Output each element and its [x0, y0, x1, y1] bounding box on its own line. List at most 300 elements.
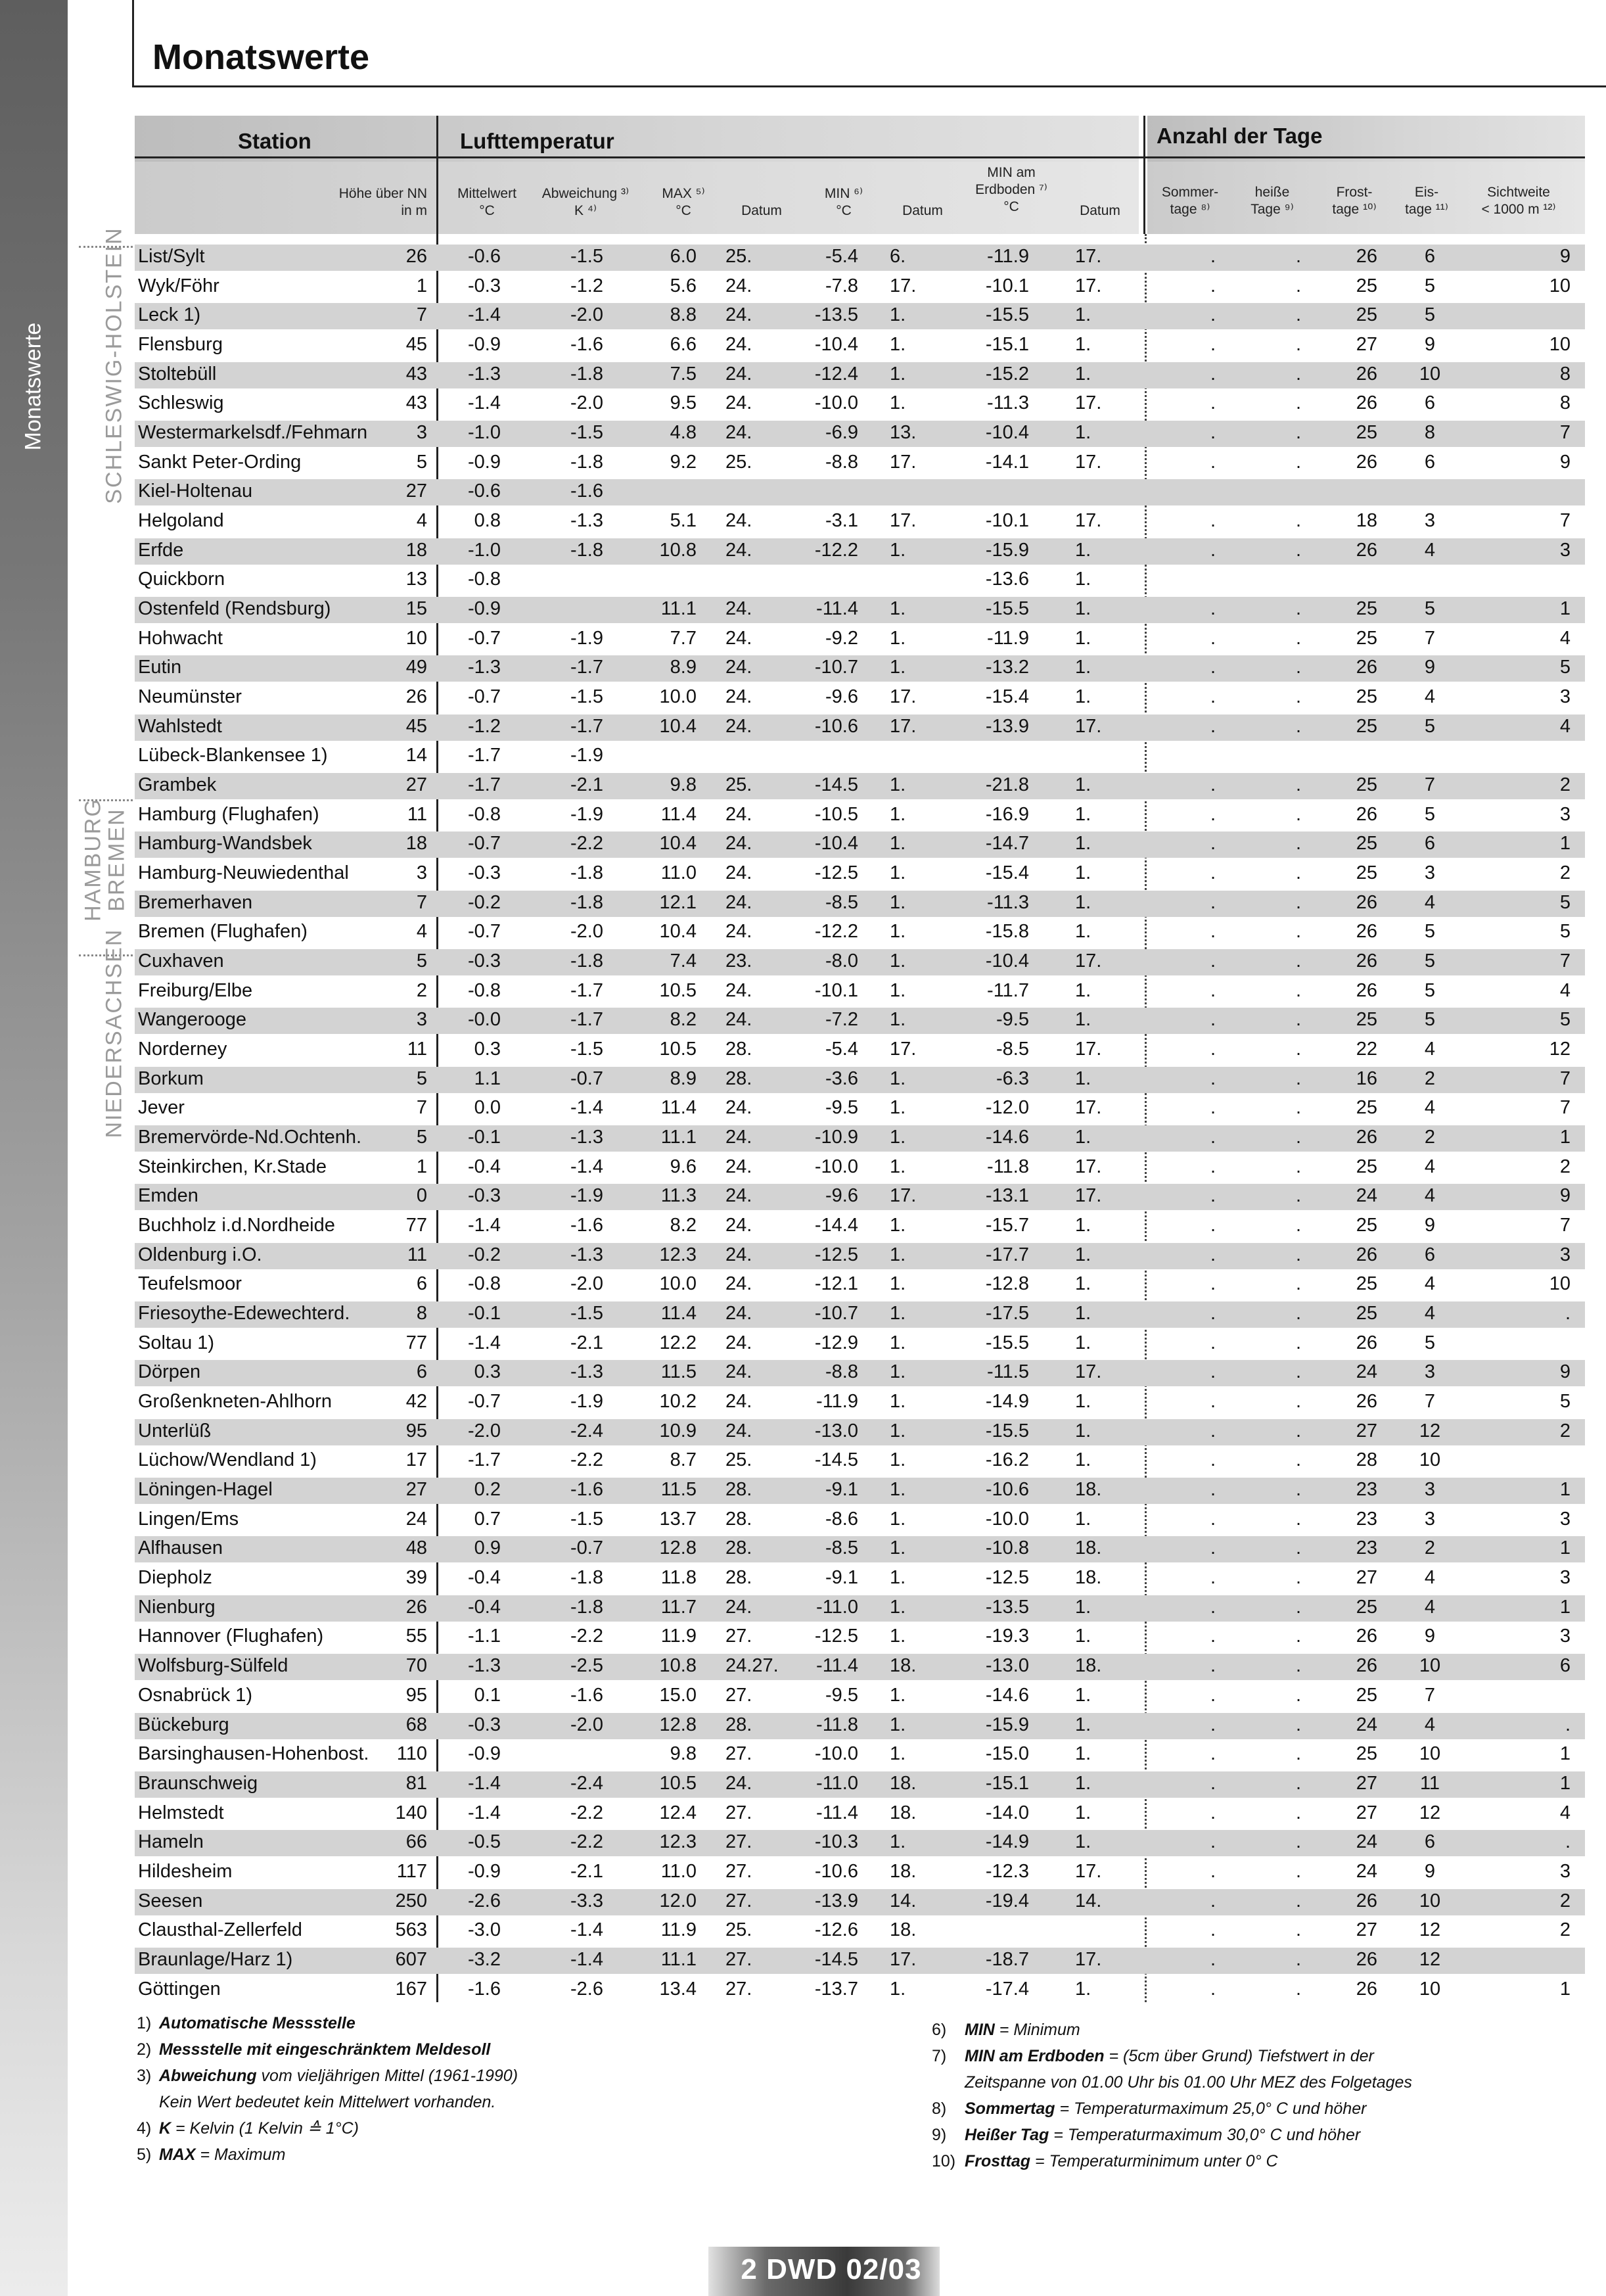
table-cell: -1.6	[468, 1978, 501, 2000]
table-cell: .	[1295, 862, 1301, 884]
table-cell: 10.8	[659, 539, 697, 561]
table-cell: 24.	[725, 1097, 752, 1119]
table-cell: -0.2	[468, 891, 501, 913]
table-cell: -11.0	[816, 1772, 858, 1794]
table-cell: 1.	[890, 1361, 906, 1383]
table-cell: 24.	[725, 334, 752, 355]
table-cell: 26	[1356, 1332, 1377, 1353]
table-cell: 10	[1419, 1449, 1441, 1471]
table-cell: 1.	[1075, 598, 1091, 620]
table-cell: .	[1210, 1273, 1216, 1295]
table-cell: 26	[1356, 539, 1377, 561]
table-cell: -15.0	[985, 1743, 1029, 1765]
footnote-text: = Maximum	[195, 2145, 286, 2164]
table-cell: -9.6	[825, 686, 858, 708]
table-cell: 27	[405, 480, 427, 502]
table-cell: 18.	[1075, 1655, 1102, 1677]
footnote	[932, 2069, 1412, 2096]
table-cell: 8	[1424, 422, 1436, 444]
table-cell: 1.	[1075, 1127, 1091, 1148]
table-cell: -17.7	[985, 1244, 1029, 1265]
table-cell: 12.8	[659, 1537, 697, 1559]
table-cell: .	[1210, 891, 1216, 913]
table-cell: 45	[405, 334, 427, 355]
table-cell: -0.8	[468, 979, 501, 1001]
table-cell: 25	[1356, 715, 1377, 737]
station-name: Wahlstedt	[138, 715, 222, 737]
table-cell: -10.3	[814, 1831, 858, 1853]
table-cell: -1.4	[468, 1215, 501, 1236]
table-cell: 26	[1356, 392, 1377, 414]
table-cell: 5	[1559, 1391, 1571, 1413]
table-cell: 11.4	[660, 1097, 697, 1119]
table-cell: 14.	[1075, 1890, 1102, 1911]
table-cell: -5.4	[825, 1039, 858, 1060]
table-cell: .	[1210, 862, 1216, 884]
table-cell: -1.3	[468, 1655, 501, 1677]
table-cell: 5	[1424, 1009, 1436, 1031]
table-cell: 8.7	[670, 1449, 697, 1471]
table-cell: 17.	[890, 275, 917, 296]
table-cell: 4	[416, 921, 427, 943]
table-cell: 1.	[1075, 1449, 1091, 1471]
table-cell: -1.8	[570, 950, 603, 972]
table-cell: -8.5	[825, 1537, 858, 1559]
station-name: Friesoythe-Edewechterd.	[138, 1303, 350, 1324]
table-cell: -10.0	[814, 1156, 858, 1177]
table-cell: .	[1295, 979, 1301, 1001]
table-cell: -9.1	[825, 1567, 858, 1589]
table-cell: -19.4	[985, 1890, 1029, 1911]
footnote-text: = (5cm über Grund) Tiefstwert in der	[1104, 2047, 1374, 2065]
table-cell: 24.	[725, 803, 752, 825]
table-cell: 24.	[725, 1127, 752, 1148]
table-cell: -1.7	[468, 745, 501, 766]
table-cell: 24.	[725, 657, 752, 678]
table-cell: -1.3	[570, 1361, 603, 1383]
table-cell: 26	[1356, 979, 1377, 1001]
footnote-number: 7)	[932, 2047, 947, 2065]
table-cell: .	[1210, 1772, 1216, 1794]
table-cell: -1.1	[468, 1626, 501, 1647]
table-cell: -1.5	[570, 246, 603, 267]
table-cell: 9.8	[670, 1743, 697, 1765]
table-cell: -15.5	[985, 1332, 1029, 1353]
table-cell: -8.0	[825, 950, 858, 972]
footnote	[932, 2043, 1374, 2069]
table-cell: 4	[1424, 1596, 1436, 1618]
table-cell: -0.6	[468, 246, 501, 267]
table-cell: 24.	[725, 1244, 752, 1265]
table-cell: -0.1	[468, 1127, 501, 1148]
table-cell: 26	[1356, 950, 1377, 972]
table-cell: 95	[405, 1684, 427, 1706]
table-cell: .	[1210, 921, 1216, 943]
station-name: Quickborn	[138, 569, 225, 590]
table-cell: 10	[405, 627, 427, 649]
table-cell: 81	[405, 1772, 427, 1794]
table-cell: .	[1295, 1684, 1301, 1706]
table-cell: 3	[1424, 1508, 1436, 1530]
table-cell: -8.5	[825, 891, 858, 913]
station-name: Hameln	[138, 1831, 204, 1853]
table-cell: 12	[1419, 1802, 1441, 1823]
table-cell: .	[1295, 1919, 1301, 1941]
table-cell: -0.7	[468, 686, 501, 708]
table-cell: 26	[1356, 1391, 1377, 1413]
column-header: Mittelwert °C	[457, 186, 516, 218]
table-cell: 4	[1424, 1039, 1436, 1060]
table-cell: .	[1210, 1391, 1216, 1413]
table-cell: 18.	[890, 1919, 917, 1941]
table-cell: 27.	[725, 1978, 752, 2000]
table-cell: 10	[1419, 1890, 1441, 1911]
table-cell: .	[1210, 1009, 1216, 1031]
table-cell: 1.	[1075, 979, 1091, 1001]
table-cell: 3	[416, 862, 427, 884]
table-cell: 27	[1356, 1919, 1377, 1941]
footer-page-number: 2	[741, 2253, 758, 2285]
footnote-term: Abweichung	[159, 2067, 257, 2085]
table-cell: .	[1295, 833, 1301, 855]
table-cell: 7	[1559, 1067, 1571, 1089]
table-cell: 24.	[725, 598, 752, 620]
table-cell: 25	[1356, 1273, 1377, 1295]
table-cell: 4	[1424, 1097, 1436, 1119]
table-cell: 1	[416, 275, 427, 296]
table-cell: 10.5	[659, 979, 697, 1001]
table-cell: 13	[405, 569, 427, 590]
footnote-text: vom vieljährigen Mittel (1961-1990)	[256, 2067, 518, 2085]
table-cell: 11.5	[660, 1361, 697, 1383]
table-cell: 6	[416, 1273, 427, 1295]
table-cell: -1.7	[468, 774, 501, 796]
table-cell: -14.1	[985, 451, 1029, 473]
table-cell: 6.	[890, 246, 906, 267]
table-cell: 7	[416, 304, 427, 326]
table-cell: 24	[1356, 1361, 1377, 1383]
station-name: Braunschweig	[138, 1772, 258, 1794]
table-cell: 6	[1424, 1244, 1436, 1265]
table-cell: 12.8	[659, 1714, 697, 1735]
table-cell: 1.	[1075, 1420, 1091, 1441]
table-cell: .	[1295, 1714, 1301, 1735]
table-cell: -10.8	[985, 1537, 1029, 1559]
table-cell: 25.	[725, 1919, 752, 1941]
table-cell: 5	[1559, 921, 1571, 943]
table-cell: -15.4	[985, 862, 1029, 884]
footnote	[932, 2096, 1366, 2122]
table-cell: 0.8	[474, 510, 501, 532]
table-cell: 25	[1356, 1596, 1377, 1618]
table-cell: .	[1210, 246, 1216, 267]
table-cell: -11.4	[816, 598, 858, 620]
table-cell: -10.6	[985, 1479, 1029, 1501]
table-cell: -12.9	[814, 1332, 858, 1353]
station-name: Lübeck-Blankensee 1)	[138, 745, 328, 766]
footnote-number: 5)	[137, 2145, 152, 2164]
table-cell: .	[1295, 1508, 1301, 1530]
table-cell: 18.	[890, 1655, 917, 1677]
table-cell: 7	[416, 1097, 427, 1119]
table-cell: 24.	[725, 1361, 752, 1383]
table-cell: -1.6	[570, 1479, 603, 1501]
station-name: Wolfsburg-Sülfeld	[138, 1655, 288, 1677]
table-cell: 25	[1356, 833, 1377, 855]
table-cell: 1	[1559, 833, 1571, 855]
table-cell: 27	[1356, 1772, 1377, 1794]
table-cell: 1.	[1075, 1009, 1091, 1031]
table-cell: .	[1295, 1097, 1301, 1119]
table-cell: 25	[1356, 862, 1377, 884]
table-cell: -0.8	[468, 803, 501, 825]
table-cell: 5	[1424, 715, 1436, 737]
table-cell: 25.	[725, 1449, 752, 1471]
region-label-niedersachsen: NIEDERSACHSEN	[101, 928, 127, 1138]
table-cell: -11.7	[987, 979, 1029, 1001]
table-cell: 1.	[890, 1537, 906, 1559]
table-cell: 10	[1419, 363, 1441, 385]
table-cell: -0.3	[468, 1185, 501, 1207]
table-cell: .	[1295, 627, 1301, 649]
table-cell: 10.2	[659, 1391, 697, 1413]
table-cell: 27.	[725, 1831, 752, 1853]
table-cell: 39	[405, 1567, 427, 1589]
table-cell: 1.	[890, 1273, 906, 1295]
table-cell: 1.	[890, 891, 906, 913]
station-name: Flensburg	[138, 334, 223, 355]
table-cell: 7	[1424, 627, 1436, 649]
table-cell: 24.	[725, 1772, 752, 1794]
station-name: Oldenburg i.O.	[138, 1244, 262, 1265]
table-cell: -1.6	[570, 1215, 603, 1236]
footnote-text: Zeitspanne von 01.00 Uhr bis 01.00 Uhr MEZ des Folgetages	[965, 2073, 1412, 2092]
table-cell: 25	[1356, 1303, 1377, 1324]
table-cell: 8.9	[670, 657, 697, 678]
table-cell: 2	[1424, 1537, 1436, 1559]
table-cell: 1.	[1075, 539, 1091, 561]
table-cell: 24.	[725, 862, 752, 884]
table-cell: .	[1210, 1831, 1216, 1853]
table-cell: 18.	[890, 1802, 917, 1823]
table-cell: 11	[407, 1039, 427, 1060]
footnote	[137, 2010, 356, 2036]
table-cell: .	[1295, 598, 1301, 620]
table-cell: .	[1210, 1156, 1216, 1177]
table-cell: 1.	[890, 1215, 906, 1236]
station-name: Steinkirchen, Kr.Stade	[138, 1156, 327, 1177]
station-name: Diepholz	[138, 1567, 212, 1589]
table-cell: 10	[1419, 1655, 1441, 1677]
table-cell: -2.0	[570, 1273, 603, 1295]
table-cell: 18.	[1075, 1567, 1102, 1589]
table-cell: 5	[1424, 979, 1436, 1001]
table-cell: 7.5	[670, 363, 697, 385]
table-cell: 18	[405, 833, 427, 855]
table-cell: 3	[1424, 1361, 1436, 1383]
table-cell: -2.0	[570, 304, 603, 326]
table-cell: -2.2	[570, 1831, 603, 1853]
table-cell: 28.	[725, 1479, 752, 1501]
table-cell: .	[1295, 1420, 1301, 1441]
table-cell: .	[1295, 1567, 1301, 1589]
table-cell: 2	[1559, 862, 1571, 884]
table-cell: 18	[405, 539, 427, 561]
table-cell: 7	[1424, 774, 1436, 796]
table-cell: 9	[1559, 451, 1571, 473]
table-cell: 1.	[1075, 363, 1091, 385]
table-cell: 17.	[1075, 950, 1102, 972]
table-cell: 17.	[890, 1039, 917, 1060]
table-cell: .	[1210, 1655, 1216, 1677]
table-cell: 1.	[890, 1978, 906, 2000]
table-cell: 18.	[890, 1772, 917, 1794]
table-cell: 1.	[890, 774, 906, 796]
table-cell: -19.3	[985, 1626, 1029, 1647]
table-cell: 24.	[725, 1273, 752, 1295]
table-cell: -10.1	[985, 510, 1029, 532]
table-cell: -0.9	[468, 1860, 501, 1882]
table-cell: 4	[1424, 1156, 1436, 1177]
table-cell: 250	[395, 1890, 427, 1911]
table-cell: 4	[1424, 1185, 1436, 1207]
table-cell: 12.2	[659, 1332, 697, 1353]
table-cell: 25	[1356, 1156, 1377, 1177]
table-cell: 24.	[725, 392, 752, 414]
station-name: Eutin	[138, 657, 182, 678]
table-cell: -2.0	[570, 392, 603, 414]
station-name: Grambek	[138, 774, 217, 796]
table-cell: 5	[1559, 891, 1571, 913]
column-header: Datum	[741, 203, 782, 218]
footnote	[137, 2063, 518, 2089]
table-cell: -13.0	[985, 1655, 1029, 1677]
station-name: Dörpen	[138, 1361, 201, 1383]
table-cell: .	[1295, 715, 1301, 737]
table-cell: 4	[1424, 891, 1436, 913]
table-cell: 24.	[725, 627, 752, 649]
table-cell: 24	[1356, 1714, 1377, 1735]
table-cell: -14.6	[985, 1127, 1029, 1148]
table-cell: 1	[416, 1156, 427, 1177]
table-cell: -14.7	[985, 833, 1029, 855]
table-cell: 26	[1356, 1978, 1377, 2000]
table-cell: 0.3	[474, 1361, 501, 1383]
table-cell: 1.	[1075, 1273, 1091, 1295]
table-cell: 15.0	[659, 1684, 697, 1706]
table-cell: .	[1295, 304, 1301, 326]
table-cell: -2.4	[570, 1420, 603, 1441]
table-cell: .	[1210, 1948, 1216, 1970]
table-cell: 1.	[890, 1596, 906, 1618]
station-name: Bremervörde-Nd.Ochtenh.	[138, 1127, 362, 1148]
footnote-number: 2)	[137, 2040, 152, 2059]
table-cell: 24	[1356, 1185, 1377, 1207]
table-cell: 26	[1356, 1244, 1377, 1265]
table-cell: -14.5	[814, 774, 858, 796]
table-cell: 26	[1356, 1626, 1377, 1647]
table-cell: 3	[1424, 510, 1436, 532]
table-cell: .	[1295, 1596, 1301, 1618]
table-cell: -10.7	[814, 1303, 858, 1324]
table-cell: -2.6	[468, 1890, 501, 1911]
table-cell: 1.	[1075, 891, 1091, 913]
table-cell: 10.5	[659, 1039, 697, 1060]
table-cell: 3	[1559, 1860, 1571, 1882]
table-cell: 9	[1424, 1626, 1436, 1647]
table-cell: -0.3	[468, 275, 501, 296]
table-cell: .	[1295, 422, 1301, 444]
table-cell: 26	[1356, 1890, 1377, 1911]
table-cell: 1.	[1075, 774, 1091, 796]
table-cell: -10.6	[814, 715, 858, 737]
table-cell: -15.5	[985, 598, 1029, 620]
table-cell: -10.4	[985, 422, 1029, 444]
table-cell: -12.5	[985, 1567, 1029, 1589]
table-cell: 10.9	[659, 1420, 697, 1441]
table-cell: -1.8	[570, 539, 603, 561]
table-cell: 5	[1424, 598, 1436, 620]
table-cell: -11.4	[816, 1802, 858, 1823]
table-cell: 7	[416, 891, 427, 913]
table-cell: 11.4	[660, 803, 697, 825]
table-cell: -13.7	[814, 1978, 858, 2000]
station-name: Hamburg (Flughafen)	[138, 803, 319, 825]
footer-issue: DWD 02/03	[766, 2253, 922, 2285]
table-cell: 12.3	[659, 1244, 697, 1265]
table-cell: -2.5	[570, 1655, 603, 1677]
table-cell: -12.4	[814, 363, 858, 385]
table-cell: 11.0	[660, 1860, 697, 1882]
table-cell: 24.	[725, 510, 752, 532]
table-cell: -1.4	[570, 1156, 603, 1177]
table-cell: .	[1210, 1537, 1216, 1559]
table-cell: 11.1	[660, 598, 697, 620]
table-cell: 24.	[725, 979, 752, 1001]
table-cell: 8	[1559, 392, 1571, 414]
table-cell: 9.5	[670, 392, 697, 414]
table-cell: 1	[1559, 1127, 1571, 1148]
table-cell: -13.0	[814, 1420, 858, 1441]
table-cell: 5	[1424, 921, 1436, 943]
table-cell: 9	[1424, 334, 1436, 355]
table-cell: 10	[1549, 1273, 1571, 1295]
station-name: Löningen-Hagel	[138, 1479, 273, 1501]
table-cell: 1.	[890, 1127, 906, 1148]
table-cell: -0.0	[468, 1009, 501, 1031]
footnote-term: Frosttag	[965, 2152, 1030, 2170]
table-cell: -1.3	[468, 657, 501, 678]
station-name: Borkum	[138, 1067, 204, 1089]
table-cell: -11.4	[816, 1655, 858, 1677]
table-cell: 42	[405, 1391, 427, 1413]
table-cell: 1.	[890, 1097, 906, 1119]
table-cell: -5.4	[825, 246, 858, 267]
column-header: MAX ⁵⁾ °C	[662, 186, 705, 218]
table-cell: .	[1210, 686, 1216, 708]
table-cell: 1.	[1075, 1978, 1091, 2000]
table-cell: 6.0	[670, 246, 697, 267]
table-cell: 1.	[1075, 334, 1091, 355]
table-cell: -0.9	[468, 1743, 501, 1765]
table-cell: -2.0	[468, 1420, 501, 1441]
table-cell: .	[1295, 657, 1301, 678]
table-cell: 7	[1424, 1391, 1436, 1413]
table-cell: -15.7	[985, 1215, 1029, 1236]
table-cell: .	[1295, 803, 1301, 825]
table-cell: -2.2	[570, 1802, 603, 1823]
table-cell: .	[1295, 1890, 1301, 1911]
